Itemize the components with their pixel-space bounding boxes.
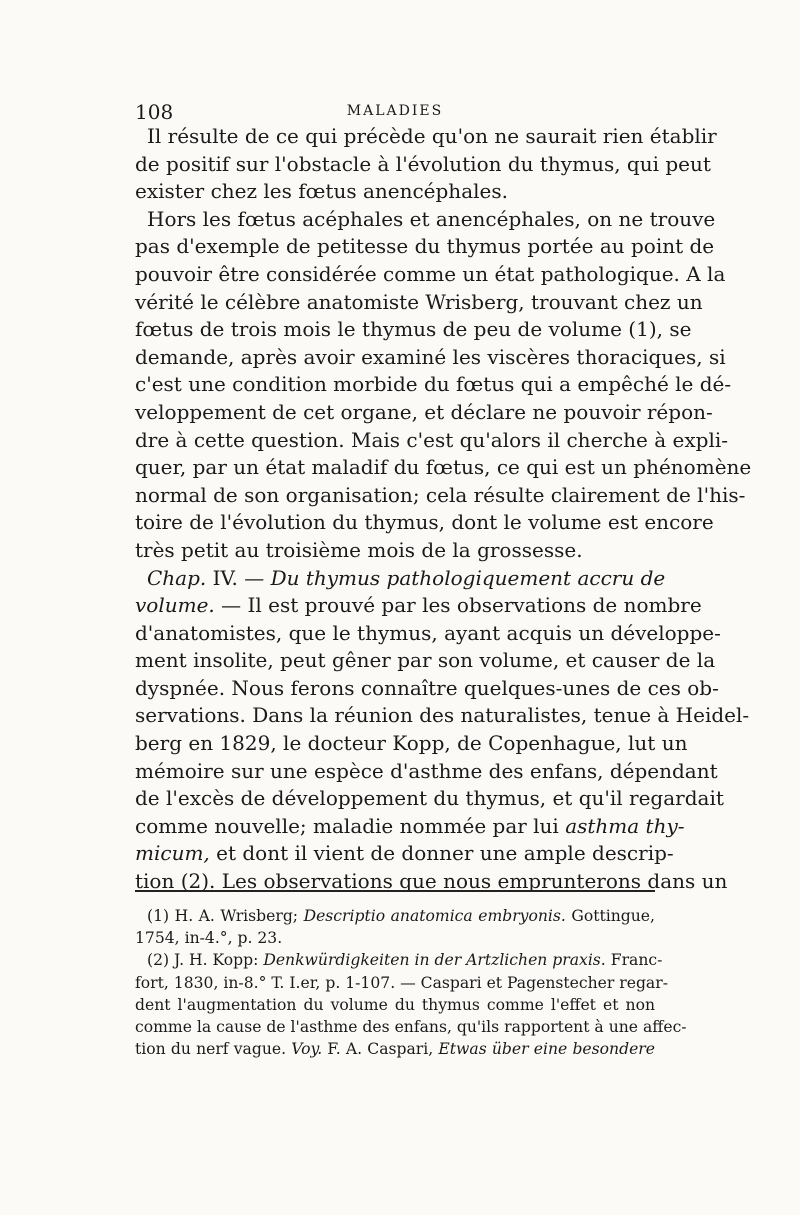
running-title: MALADIES xyxy=(346,103,444,119)
text-line: d'anatomistes, que le thymus, ayant acquis un développe- xyxy=(135,620,721,645)
latin-term-end: micum, xyxy=(135,841,210,866)
text-line: quer, par un état maladif du fœtus, ce qui est un phénomène xyxy=(135,455,752,480)
paragraph-3 xyxy=(135,565,750,896)
text-line: servations. Dans la réunion des naturalistes, tenue à Heidel- xyxy=(135,703,750,728)
text-line: Il résulte de ce qui précède qu'on ne saurait rien établir xyxy=(147,124,717,148)
text-segment: F. A. Caspari, xyxy=(327,1040,434,1059)
text-line: pas d'exemple de petitesse du thymus portée au point de xyxy=(135,234,715,259)
chapter-heading-line xyxy=(135,565,666,593)
cited-title: Etwas über eine besondere xyxy=(438,1040,655,1059)
text-line: berg en 1829, le docteur Kopp, de Copenhague, lut un xyxy=(135,731,688,756)
text-line xyxy=(135,840,674,868)
text-segment: tion du nerf vague. xyxy=(135,1040,287,1059)
main-text xyxy=(135,123,752,896)
text-line: demande, après avoir examiné les viscères thoraciques, si xyxy=(135,344,726,369)
text-line: normal de son organisation; cela résulte clairement de l'his- xyxy=(135,482,746,507)
text-line: veloppement de cet organe, et déclare ne pouvoir répon- xyxy=(135,399,713,424)
footnote-separator xyxy=(135,890,655,892)
footnote-2 xyxy=(135,949,687,1060)
text-segment: Voy. xyxy=(291,1040,323,1059)
text-line: mémoire sur une espèce d'asthme des enfans, dépendant xyxy=(135,758,718,783)
paragraph-2 xyxy=(135,206,752,565)
text-line: fœtus de trois mois le thymus de peu de volume (1), se xyxy=(135,317,692,342)
text-segment: (2) J. H. Kopp: xyxy=(147,951,259,970)
footnotes xyxy=(135,905,687,1060)
text-line: exister chez les fœtus anencéphales. xyxy=(135,179,508,204)
text-line xyxy=(135,813,685,841)
text-line: dyspnée. Nous ferons connaître quelques-unes de ces ob- xyxy=(135,675,719,700)
paragraph-1 xyxy=(135,123,717,206)
chapter-number: IV. — xyxy=(212,565,265,590)
text-line: pouvoir être considérée comme un état pathologique. A la xyxy=(135,261,726,286)
text-line: tion (2). Les observations que nous emprunterons dans un xyxy=(135,869,728,894)
text-segment: (1) H. A. Wrisberg; xyxy=(147,907,299,925)
text-line: dre à cette question. Mais c'est qu'alors il cherche à expli- xyxy=(135,427,728,452)
text-line: de positif sur l'obstacle à l'évolution du thymus, qui peut xyxy=(135,151,711,176)
footnote-line: fort, 1830, in-8.° T. I.er, p. 1-107. — Caspari et Pagenstecher regar- xyxy=(135,973,668,992)
text-segment: Franc- xyxy=(610,951,663,970)
chapter-label: Chap. xyxy=(147,565,207,590)
footnote-line xyxy=(135,1038,655,1060)
cited-title: Descriptio anatomica embryonis. xyxy=(303,907,566,925)
footnote-line xyxy=(135,949,663,971)
footnote-line xyxy=(135,905,655,927)
text-line: très petit au troisième mois de la grossesse. xyxy=(135,537,583,562)
text-segment: Gottingue, xyxy=(571,907,655,925)
footnote-line: 1754, in-4.°, p. 23. xyxy=(135,929,283,948)
text-line: toire de l'évolution du thymus, dont le volume est encore xyxy=(135,510,714,535)
page-header xyxy=(135,100,655,124)
text-segment: et dont il vient de donner une ample descrip- xyxy=(216,841,674,866)
footnote-line: dent l'augmentation du volume du thymus comme l'effet et non xyxy=(135,995,655,1014)
text-line: vérité le célèbre anatomiste Wrisberg, trouvant chez un xyxy=(135,289,703,314)
footnote-line: comme la cause de l'asthme des enfans, qu'ils rapportent à une affec- xyxy=(135,1017,687,1036)
text-segment: comme nouvelle; maladie nommée par lui xyxy=(135,813,559,838)
text-line: Hors les fœtus acéphales et anencéphales, on ne trouve xyxy=(147,206,716,231)
text-line: de l'excès de développement du thymus, et qu'il regardait xyxy=(135,786,724,811)
text-segment: — Il est prouvé par les observations de nombre xyxy=(221,593,702,618)
latin-term: asthma thy- xyxy=(565,813,685,838)
chapter-title-end: volume. xyxy=(135,593,215,618)
text-line xyxy=(135,592,702,620)
footnote-1 xyxy=(135,905,655,949)
cited-title: Denkwürdigkeiten in der Artzlichen praxis. xyxy=(263,951,606,970)
text-line: ment insolite, peut gêner par son volume, et causer de la xyxy=(135,648,716,673)
chapter-title: Du thymus pathologiquement accru de xyxy=(270,565,666,590)
text-line: c'est une condition morbide du fœtus qui a empêché le dé- xyxy=(135,372,732,397)
page-number: 108 xyxy=(135,100,174,124)
